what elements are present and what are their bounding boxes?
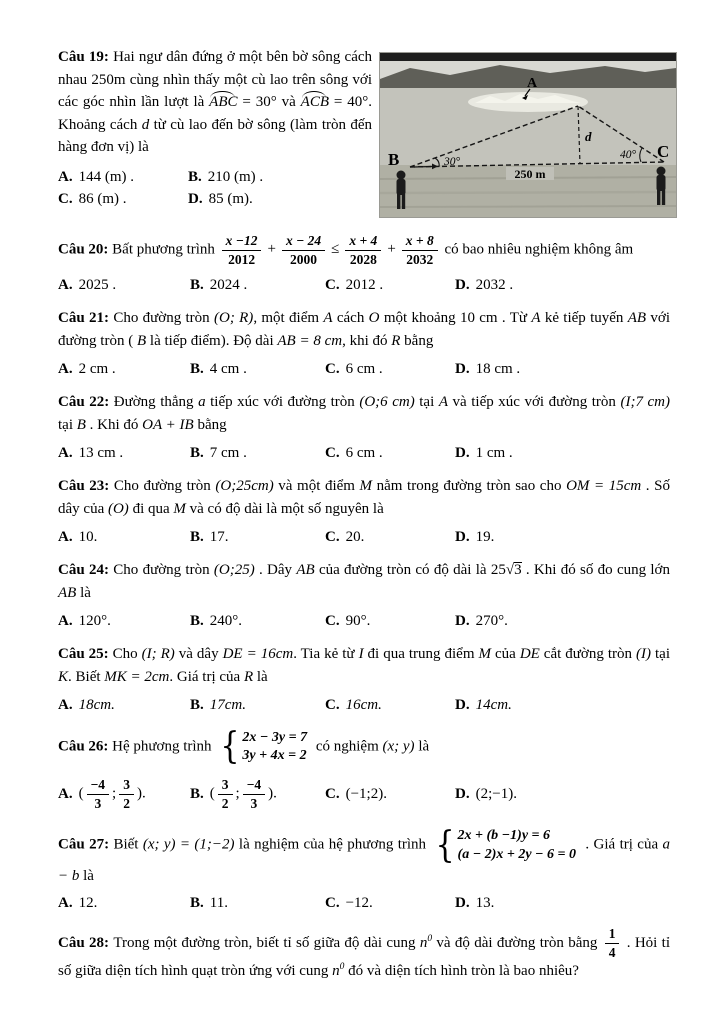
question-19-figure — [380, 53, 676, 217]
option-letter: B. — [190, 277, 204, 294]
option-b — [190, 445, 325, 462]
option-b — [190, 776, 325, 812]
question-19-options — [58, 169, 358, 208]
option-c — [325, 277, 455, 294]
system-equations — [458, 827, 576, 863]
option-letter: D. — [455, 445, 470, 462]
option-letter: B. — [190, 895, 204, 912]
operator-plus: + — [267, 241, 276, 258]
fraction: $\frac{3}{2}$ — [119, 777, 134, 811]
option-text: 85 (m). — [208, 190, 253, 207]
option-b — [188, 169, 358, 186]
option-text: 4 cm . — [209, 361, 247, 378]
option-letter: B. — [190, 361, 204, 378]
option-c — [325, 445, 455, 462]
system-equations — [242, 729, 307, 765]
question-27-text — [58, 825, 670, 886]
question-28-intro: Câu 28: Trong một đường tròn, biết tỉ số giữa độ dài cung $n^0$ và độ dài đường tròn bằng — [58, 933, 602, 951]
river-photo — [380, 53, 676, 217]
equation-system — [220, 725, 308, 768]
equation-1: 2x + (b −1)y = 6 — [457, 828, 551, 844]
option-c — [325, 697, 455, 714]
option-a — [58, 613, 190, 630]
shore-streak — [380, 192, 676, 193]
question-21 — [58, 307, 670, 378]
option-letter: C. — [325, 277, 340, 294]
question-22-options — [58, 445, 670, 462]
option-a — [58, 895, 190, 912]
figure-angle-c: 40° — [620, 149, 637, 161]
option-text: 10. — [78, 529, 98, 546]
option-letter: C. — [325, 361, 340, 378]
separator: ; — [112, 785, 117, 802]
option-letter: A. — [58, 895, 73, 912]
option-text: (−1;2). — [345, 785, 387, 802]
system-brace: { — [220, 725, 240, 768]
operator-plus: + — [387, 241, 396, 258]
option-b — [190, 277, 325, 294]
question-26-text — [58, 727, 670, 767]
question-28-text — [58, 925, 670, 981]
option-letter: B. — [188, 168, 202, 185]
option-a — [58, 277, 190, 294]
option-letter: C. — [325, 529, 340, 546]
option-text: 2025 . — [78, 277, 117, 294]
paren-open: ( — [78, 785, 84, 802]
option-letter: D. — [455, 361, 470, 378]
question-23 — [58, 475, 670, 546]
figure-label-c: C — [657, 142, 670, 161]
fraction: $\frac{x - 24}{2000}$ — [282, 233, 325, 267]
option-text: 86 (m) . — [78, 190, 127, 207]
option-letter: A. — [58, 277, 73, 294]
option-d — [455, 445, 670, 462]
option-c — [325, 613, 455, 630]
option-text: 18 cm . — [475, 361, 521, 378]
option-a — [58, 776, 190, 812]
option-c — [325, 895, 455, 912]
option-letter: A. — [58, 168, 73, 185]
question-27 — [58, 825, 670, 912]
option-d — [455, 613, 670, 630]
question-20-text — [58, 232, 670, 268]
figure-label-d: d — [585, 129, 592, 144]
option-letter: D. — [455, 613, 470, 630]
option-text: 144 (m) . — [78, 168, 135, 185]
fraction: $\frac{x + 4}{2028}$ — [345, 233, 381, 267]
option-letter: A. — [58, 445, 73, 462]
question-23-text: Câu 23: Cho đường tròn (O;25cm) và một điểm M nằm trong đường tròn sao cho OM = 15cm . Số dây của (O) đi qua M và có độ dài là một số nguyên là — [58, 478, 670, 517]
option-letter: C. — [325, 785, 340, 802]
option-text: 11. — [209, 895, 228, 912]
option-d — [188, 191, 358, 208]
operator-leq: ≤ — [331, 241, 340, 258]
option-c — [325, 786, 455, 803]
equation-2: 3y + 4x = 2 — [242, 748, 307, 764]
option-letter: A. — [58, 697, 73, 714]
question-20-options — [58, 277, 670, 294]
option-letter: A. — [58, 529, 73, 546]
figure-label-b: B — [388, 150, 400, 169]
question-26-options — [58, 776, 670, 812]
option-b — [190, 895, 325, 912]
fraction: $\frac{-4}{3}$ — [243, 777, 265, 811]
question-23-options — [58, 529, 670, 546]
option-text: 270°. — [475, 613, 508, 630]
shore-streak — [380, 206, 676, 207]
figure-angle-b: 30° — [444, 156, 461, 168]
option-text: 16cm. — [345, 697, 382, 714]
question-28-tail: . Hỏi tỉ số giữa diện tích hình quạt tròn ứng với cung $n^0$ đó và diện tích hình tròn là bao nhiêu? — [58, 934, 670, 980]
option-d — [455, 786, 670, 803]
option-a — [58, 361, 190, 378]
question-20-intro: Câu 20: Bất phương trình — [58, 241, 219, 258]
question-27-tail: . Giá trị của a − b là — [58, 837, 671, 884]
option-text: (2;−1). — [475, 785, 517, 802]
option-letter: D. — [455, 785, 470, 802]
option-letter: A. — [58, 785, 73, 802]
question-19-text: Câu 19: Hai ngư dân đứng ở một bên bờ sông cách nhau 250m cùng nhìn thấy một cù lao trên sông với các góc nhìn lần lượt là ABC = 30° và ACB = 40°. Khoảng cách d từ cù lao đến bờ sông (làm tròn đến hàng đơn vị) là — [58, 49, 373, 155]
option-text: 17. — [209, 529, 229, 546]
option-text: 2032 . — [475, 277, 514, 294]
question-26-intro: Câu 26: Hệ phương trình — [58, 738, 216, 755]
question-20 — [58, 232, 670, 294]
paren-close: ). — [268, 785, 277, 802]
option-text: 6 cm . — [345, 445, 383, 462]
option-d — [455, 361, 670, 378]
option-a — [58, 169, 188, 186]
option-letter: B. — [190, 613, 204, 630]
option-letter: C. — [325, 895, 340, 912]
question-25-text: Câu 25: Cho (I; R) và dây DE = 16cm. Tia kẻ từ I đi qua trung điểm M của DE cắt đường tròn (I) tại K. Biết MK = 2cm. Giá trị của R là — [58, 646, 670, 685]
option-b — [190, 697, 325, 714]
question-27-options — [58, 895, 670, 912]
option-letter: B. — [190, 529, 204, 546]
question-20-tail: có bao nhiêu nghiệm không âm — [440, 241, 634, 258]
option-d — [455, 895, 670, 912]
angle-arrow — [414, 167, 432, 168]
question-26 — [58, 727, 670, 812]
separator: ; — [235, 785, 240, 802]
fraction: $\frac{x -12}{2012}$ — [222, 233, 262, 267]
fraction: $\frac{-4}{3}$ — [87, 777, 109, 811]
option-letter: C. — [58, 190, 73, 207]
option-text: 13 cm . — [78, 445, 124, 462]
option-letter: B. — [190, 445, 204, 462]
option-b — [190, 529, 325, 546]
option-d — [455, 529, 670, 546]
figure-label-a: A — [526, 76, 538, 91]
question-22-text: Câu 22: Đường thẳng a tiếp xúc với đường tròn (O;6 cm) tại A và tiếp xúc với đường tròn (I;7 cm) tại B . Khi đó OA + IB bằng — [58, 394, 670, 433]
option-text: −12. — [345, 895, 373, 912]
option-text: 6 cm . — [345, 361, 383, 378]
question-27-intro: Câu 27: Biết (x; y) = (1;−2) là nghiệm của hệ phương trình — [58, 837, 431, 854]
figure-distance: 250 m — [514, 167, 546, 181]
option-a — [58, 529, 190, 546]
option-text: 14cm. — [475, 697, 512, 714]
option-text: 18cm. — [78, 697, 115, 714]
option-letter: D. — [455, 529, 470, 546]
option-text: 12. — [78, 895, 98, 912]
option-letter: C. — [325, 613, 340, 630]
equation-2: (a − 2)x + 2y − 6 = 0 — [457, 846, 577, 862]
option-a — [58, 697, 190, 714]
question-24-options — [58, 613, 670, 630]
photo-top-frame — [380, 53, 676, 61]
option-letter: A. — [58, 361, 73, 378]
question-24 — [58, 559, 670, 630]
question-21-text: Câu 21: Cho đường tròn (O; R), một điểm A cách O một khoảng 10 cm . Từ A kẻ tiếp tuyến AB với đường tròn ( B là tiếp điểm). Độ dài AB = 8 cm, khi đó R bằng — [58, 310, 671, 349]
question-21-options — [58, 361, 670, 378]
option-c — [58, 191, 188, 208]
option-b — [190, 361, 325, 378]
option-d — [455, 697, 670, 714]
option-text: 20. — [345, 529, 365, 546]
option-text: 90°. — [345, 613, 371, 630]
question-19 — [58, 46, 670, 217]
option-letter: C. — [325, 697, 340, 714]
question-25 — [58, 643, 670, 714]
option-letter: D. — [455, 697, 470, 714]
paren-open: ( — [209, 785, 215, 802]
system-brace: { — [435, 824, 455, 867]
option-letter: A. — [58, 613, 73, 630]
option-a — [58, 445, 190, 462]
option-letter: D. — [188, 190, 203, 207]
equation-1: 2x − 3y = 7 — [242, 730, 308, 746]
option-text: 120°. — [78, 613, 111, 630]
option-text: 210 (m) . — [207, 168, 264, 185]
option-c — [325, 361, 455, 378]
option-letter: B. — [190, 785, 204, 802]
paren-close: ). — [136, 785, 146, 802]
option-text: 13. — [475, 895, 495, 912]
option-letter: D. — [455, 895, 470, 912]
option-letter: D. — [455, 277, 470, 294]
option-text: 19. — [475, 529, 495, 546]
option-c — [325, 529, 455, 546]
question-22 — [58, 391, 670, 462]
question-24-text: Câu 24: Cho đường tròn (O;25) . Dây AB của đường tròn có độ dài là 25√3 . Khi đó số đo cung lớn AB là — [58, 562, 670, 601]
equation-system — [435, 824, 577, 867]
option-text: 1 cm . — [475, 445, 513, 462]
fraction: $\frac{1}{4}$ — [605, 926, 620, 960]
option-b — [190, 613, 325, 630]
option-text: 240°. — [209, 613, 243, 630]
option-letter: C. — [325, 445, 340, 462]
question-26-tail: có nghiệm (x; y) là — [312, 738, 430, 755]
fraction: $\frac{x + 8}{2032}$ — [402, 233, 438, 267]
option-d — [455, 277, 670, 294]
option-text: 2024 . — [209, 277, 248, 294]
fraction: $\frac{3}{2}$ — [218, 777, 233, 811]
question-19-body — [58, 46, 372, 208]
option-text: 2 cm . — [78, 361, 116, 378]
option-text: 17cm. — [209, 697, 247, 714]
option-letter: B. — [190, 697, 204, 714]
question-28 — [58, 925, 670, 981]
question-25-options — [58, 697, 670, 714]
option-text: 7 cm . — [209, 445, 247, 462]
option-text: 2012 . — [345, 277, 384, 294]
